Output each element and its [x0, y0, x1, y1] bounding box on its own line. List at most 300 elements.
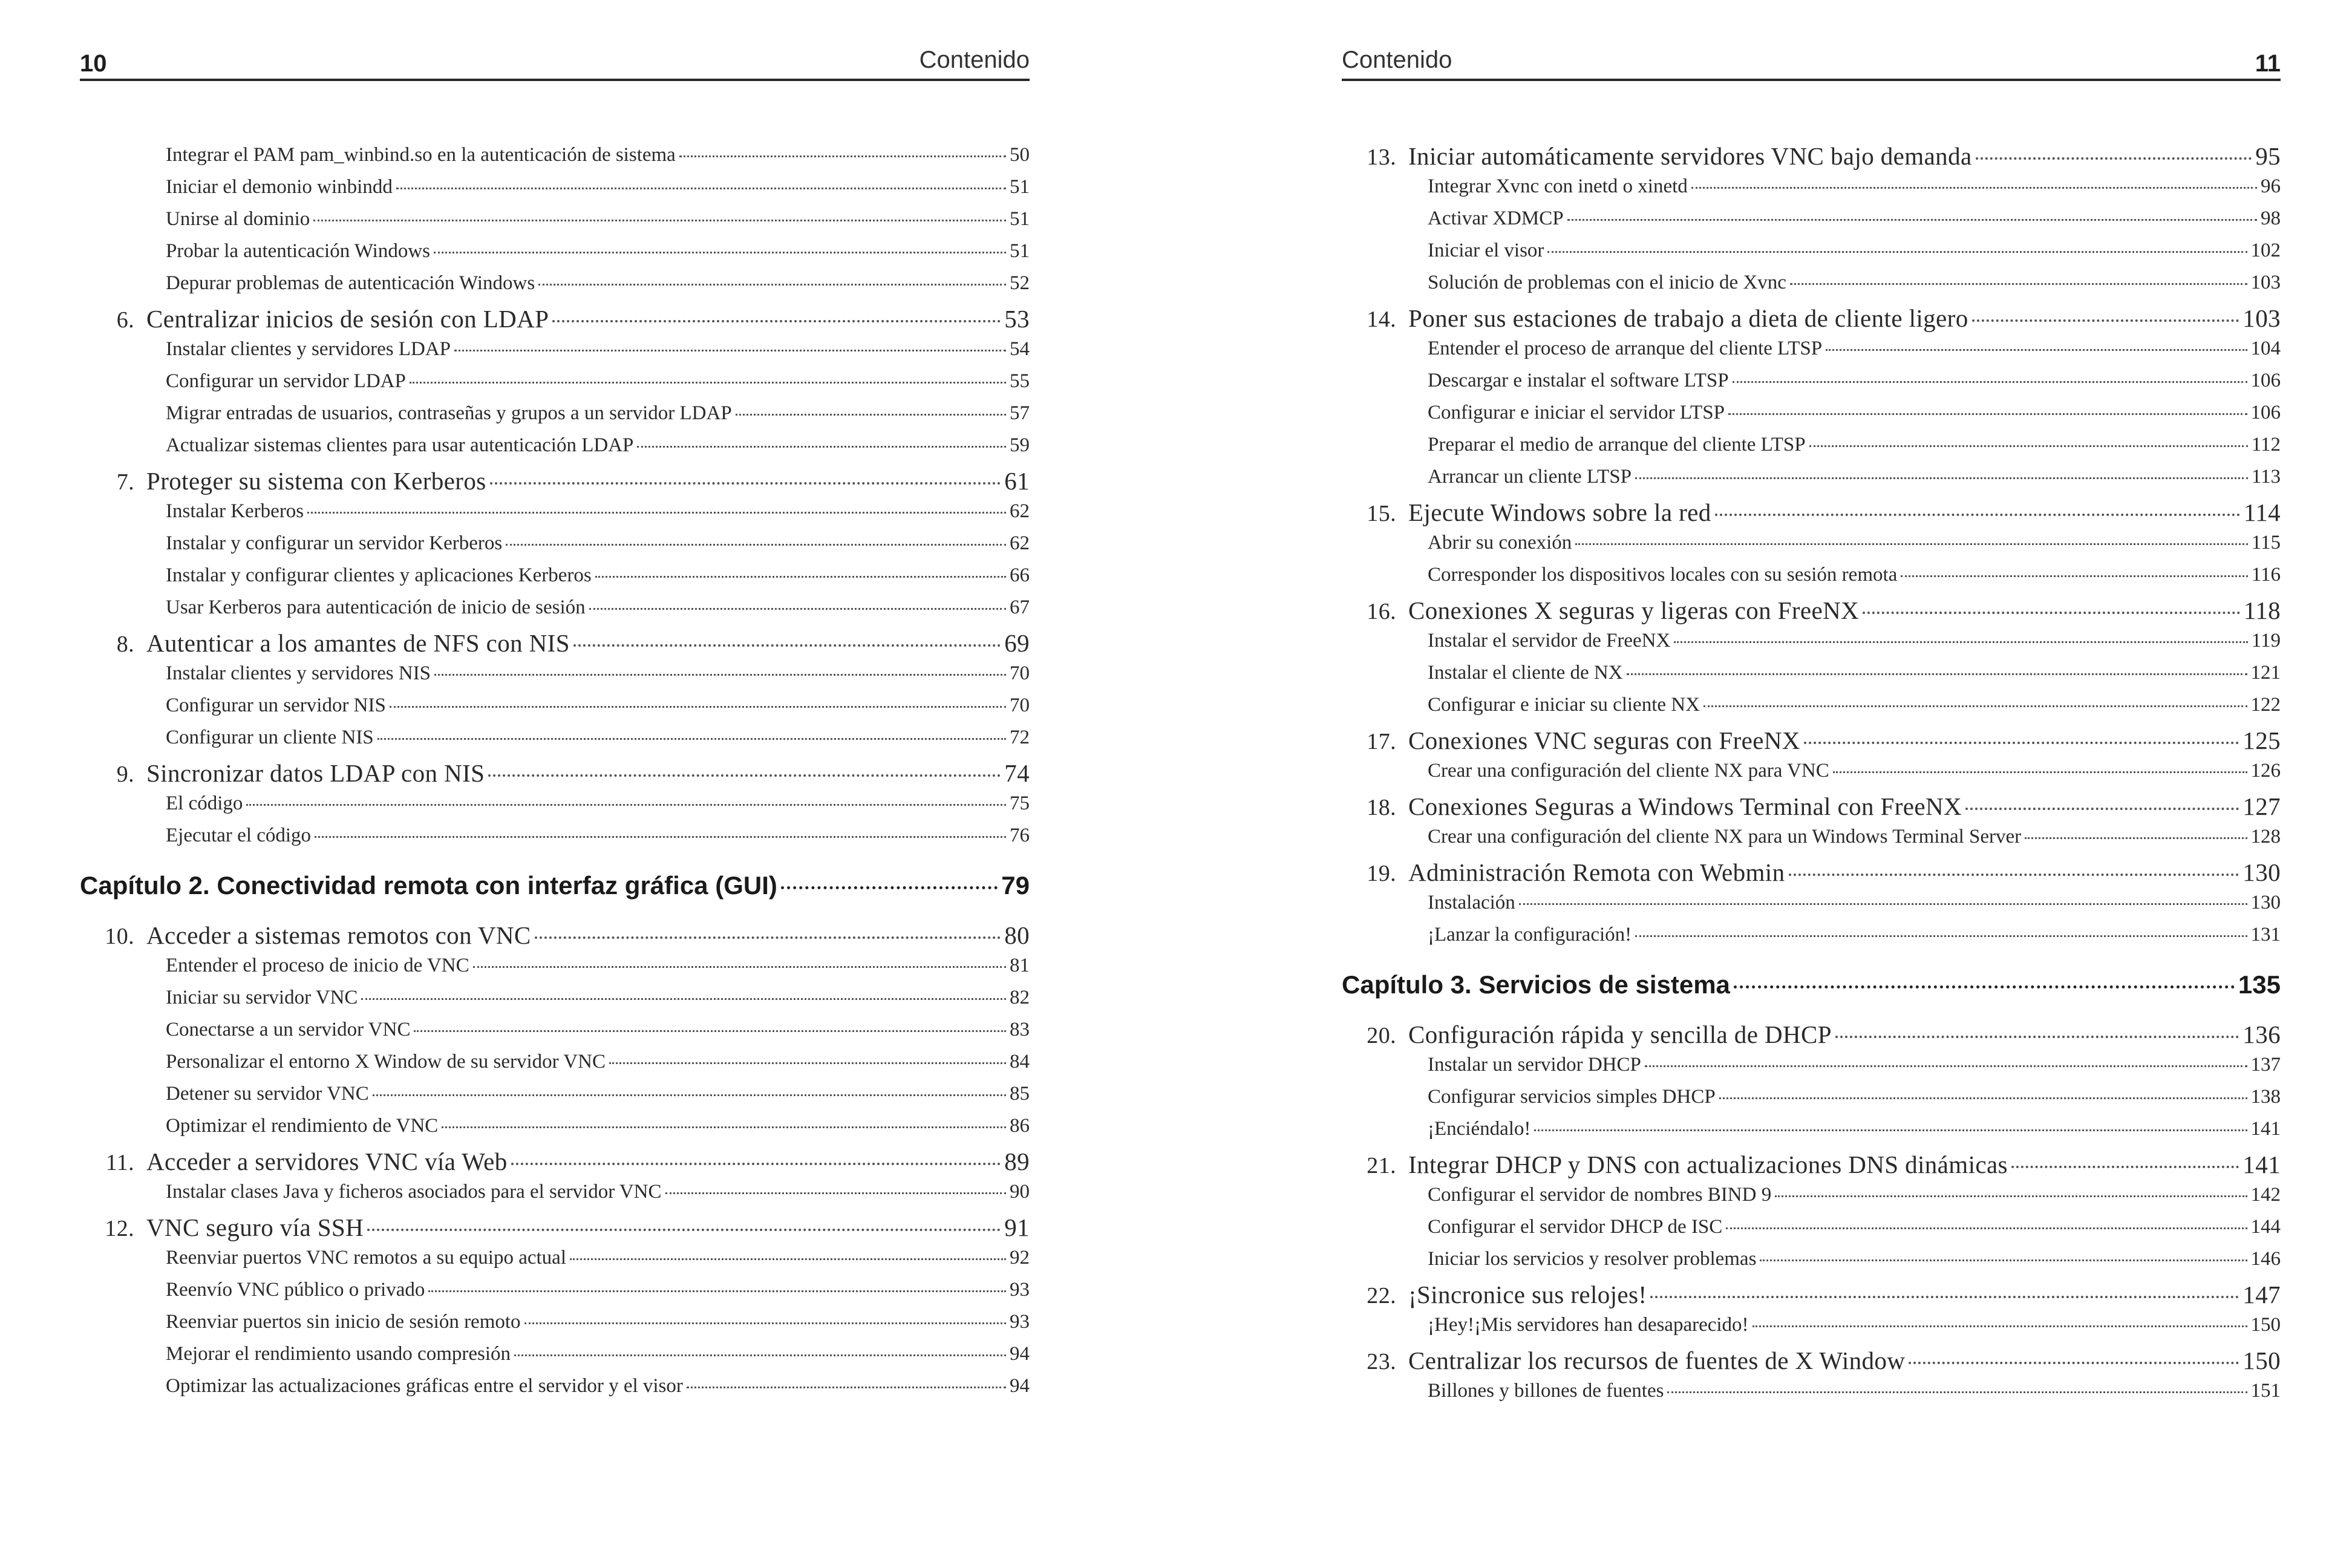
entry-page-number: 90 — [1010, 1181, 1030, 1203]
entry-title: Ejecute Windows sobre la red — [1408, 498, 1711, 526]
entry-page-number: 84 — [1010, 1051, 1030, 1073]
entry-page-number: 150 — [2250, 1314, 2281, 1336]
toc-subsection — [1342, 630, 2281, 662]
entry-page-number: 92 — [1010, 1247, 1030, 1269]
toc-subsection — [80, 176, 1030, 208]
entry-page-number: 118 — [2243, 596, 2281, 624]
dot-leader — [1835, 1036, 2239, 1038]
dot-leader — [1726, 1227, 2247, 1229]
entry-title: Reenviar puertos VNC remotos a su equipo actual — [166, 1247, 566, 1269]
section-number: 23. — [1367, 1349, 1396, 1374]
dot-leader — [396, 188, 1006, 189]
dot-leader — [1575, 543, 2247, 545]
entry-page-number: 125 — [2243, 727, 2281, 754]
dot-leader — [589, 608, 1006, 610]
entry-title: Instalar clientes y servidores LDAP — [166, 338, 451, 360]
toc-subsection — [1342, 466, 2281, 498]
entry-page-number: 130 — [2250, 892, 2281, 913]
dot-leader — [1674, 641, 2247, 643]
dot-leader — [1635, 935, 2247, 937]
dot-leader — [514, 1354, 1006, 1356]
toc-subsection — [1342, 564, 2281, 596]
toc-section — [80, 466, 1030, 500]
entry-title: Iniciar el visor — [1428, 240, 1544, 261]
entry-title: Detener su servidor VNC — [166, 1083, 369, 1105]
dot-leader — [1534, 1129, 2247, 1131]
entry-title: Instalar y configurar clientes y aplicaciones Kerberos — [166, 564, 592, 586]
dot-leader — [665, 1192, 1006, 1194]
entry-page-number: 103 — [2243, 304, 2281, 332]
dot-leader — [1804, 742, 2239, 744]
dot-leader — [1790, 283, 2247, 285]
dot-leader — [373, 1094, 1006, 1096]
entry-title: Instalar Kerberos — [166, 500, 304, 522]
toc-subsection — [80, 1311, 1030, 1343]
entry-title: Optimizar el rendimiento de VNC — [166, 1115, 439, 1137]
entry-page-number: 61 — [1004, 467, 1030, 495]
entry-page-number: 52 — [1010, 272, 1030, 294]
entry-page-number: 55 — [1010, 370, 1030, 392]
toc-subsection — [80, 1181, 1030, 1213]
toc-subsection — [80, 1083, 1030, 1115]
entry-title: Iniciar automáticamente servidores VNC bajo demanda — [1408, 142, 1972, 170]
dot-leader — [1719, 1097, 2247, 1099]
toc-subsection — [80, 596, 1030, 629]
entry-title: Capítulo 3. Servicios de sistema — [1342, 970, 1730, 999]
entry-page-number: 106 — [2250, 402, 2281, 423]
entry-page-number: 106 — [2250, 370, 2281, 391]
entry-title: ¡Hey!¡Mis servidores han desaparecido! — [1428, 1314, 1749, 1336]
entry-page-number: 93 — [1010, 1311, 1030, 1333]
entry-page-number: 51 — [1010, 176, 1030, 198]
toc-section — [1342, 304, 2281, 338]
entry-page-number: 112 — [2251, 434, 2281, 456]
toc-subsection — [80, 1343, 1030, 1375]
section-number: 11. — [105, 1150, 134, 1175]
entry-page-number: 67 — [1010, 596, 1030, 618]
section-number: 21. — [1367, 1153, 1396, 1178]
toc-section — [1342, 1150, 2281, 1184]
entry-page-number: 114 — [2243, 498, 2281, 526]
dot-leader — [1789, 874, 2239, 876]
toc-subsection — [1342, 338, 2281, 370]
toc-subsection — [80, 434, 1030, 466]
toc-subsection — [80, 694, 1030, 727]
entry-page-number: 62 — [1010, 500, 1030, 522]
entry-title: Configurar e iniciar su cliente NX — [1428, 694, 1700, 716]
dot-leader — [679, 155, 1006, 157]
dot-leader — [1691, 187, 2257, 189]
dot-leader — [552, 320, 1001, 322]
entry-page-number: 115 — [2251, 532, 2281, 554]
dot-leader — [1976, 157, 2252, 160]
entry-title: Capítulo 2. Conectividad remota con interfaz gráfica (GUI) — [80, 871, 777, 900]
entry-title: Iniciar los servicios y resolver problemas — [1428, 1248, 1757, 1270]
dot-leader — [1809, 445, 2248, 447]
entry-title: Poner sus estaciones de trabajo a dieta de cliente ligero — [1408, 304, 1968, 332]
toc-section — [80, 1147, 1030, 1181]
entry-title: Integrar el PAM pam_winbind.so en la autenticación de sistema — [166, 144, 676, 166]
entry-page-number: 89 — [1004, 1148, 1030, 1175]
entry-title: Probar la autenticación Windows — [166, 240, 431, 262]
entry-title: ¡Enciéndalo! — [1428, 1118, 1531, 1140]
entry-title: Centralizar los recursos de fuentes de X Window — [1408, 1347, 1906, 1374]
entry-page-number: 62 — [1010, 532, 1030, 554]
entry-title: Ejecutar el código — [166, 825, 312, 846]
entry-title: Instalar y configurar un servidor Kerberos — [166, 532, 503, 554]
toc-section — [1342, 498, 2281, 532]
entry-title: Configurar un servidor LDAP — [166, 370, 406, 392]
toc-section — [1342, 596, 2281, 630]
entry-page-number: 141 — [2250, 1118, 2281, 1140]
entry-page-number: 76 — [1010, 825, 1030, 846]
toc-subsection — [80, 144, 1030, 176]
toc-subsection — [80, 987, 1030, 1019]
toc-subsection — [1342, 240, 2281, 272]
section-number: 9. — [116, 762, 134, 787]
entry-page-number: 119 — [2251, 630, 2281, 652]
toc-subsection — [1342, 826, 2281, 858]
entry-title: Descargar e instalar el software LTSP — [1428, 370, 1729, 391]
entry-title: Acceder a sistemas remotos con VNC — [146, 921, 531, 949]
toc-subsection — [1342, 175, 2281, 207]
entry-page-number: 135 — [2238, 970, 2281, 999]
entry-title: Acceder a servidores VNC vía Web — [146, 1148, 508, 1175]
toc-subsection — [1342, 402, 2281, 434]
toc-subsection — [1342, 1248, 2281, 1280]
entry-page-number: 136 — [2243, 1021, 2281, 1048]
toc-subsection — [1342, 272, 2281, 304]
toc-subsection — [80, 1051, 1030, 1083]
toc-subsection — [1342, 1314, 2281, 1346]
entry-title: Depurar problemas de autenticación Windows — [166, 272, 535, 294]
dot-leader — [246, 804, 1006, 806]
entry-page-number: 72 — [1010, 727, 1030, 748]
section-number: 12. — [105, 1216, 134, 1241]
dot-leader — [434, 252, 1006, 253]
toc-subsection — [80, 1115, 1030, 1147]
entry-title: Configurar el servidor DHCP de ISC — [1428, 1216, 1723, 1238]
toc-subsection — [1342, 892, 2281, 924]
entry-page-number: 141 — [2243, 1151, 2281, 1178]
toc-subsection — [1342, 760, 2281, 792]
entry-page-number: 70 — [1010, 694, 1030, 716]
entry-page-number: 70 — [1010, 662, 1030, 684]
entry-page-number: 53 — [1004, 305, 1030, 333]
toc-subsection — [1342, 924, 2281, 956]
toc-subsection — [1342, 1086, 2281, 1118]
section-number: 19. — [1367, 861, 1396, 886]
entry-title: Configurar e iniciar el servidor LTSP — [1428, 402, 1725, 423]
toc-section — [1342, 858, 2281, 892]
entry-page-number: 150 — [2243, 1347, 2281, 1374]
entry-title: Optimizar las actualizaciones gráficas entre el servidor y el visor — [166, 1375, 683, 1397]
toc-section — [80, 921, 1030, 955]
toc-subsection — [80, 792, 1030, 825]
left-page — [80, 0, 1030, 1568]
entry-title: Sincronizar datos LDAP con NIS — [146, 759, 485, 787]
dot-leader — [609, 1062, 1006, 1064]
dot-leader — [313, 220, 1006, 221]
left-page-header — [80, 30, 1030, 81]
entry-title: ¡Sincronice sus relojes! — [1408, 1281, 1647, 1308]
entry-page-number: 94 — [1010, 1343, 1030, 1365]
dot-leader — [736, 414, 1006, 416]
entry-page-number: 122 — [2250, 694, 2281, 716]
entry-title: Crear una configuración del cliente NX para un Windows Terminal Server — [1428, 826, 2022, 848]
dot-leader — [1833, 771, 2247, 773]
dot-leader — [1734, 985, 2235, 988]
toc-chapter — [80, 871, 1030, 912]
toc-subsection — [1342, 1054, 2281, 1086]
dot-leader — [488, 774, 1001, 777]
entry-page-number: 54 — [1010, 338, 1030, 360]
entry-page-number: 151 — [2250, 1380, 2281, 1402]
entry-page-number: 144 — [2250, 1216, 2281, 1238]
entry-title: Conexiones Seguras a Windows Terminal con FreeNX — [1408, 792, 1962, 820]
entry-title: Configuración rápida y sencilla de DHCP — [1408, 1021, 1832, 1048]
section-number: 6. — [116, 307, 134, 333]
dot-leader — [506, 544, 1006, 546]
toc-subsection — [80, 370, 1030, 402]
toc-section — [1342, 726, 2281, 760]
entry-page-number: 96 — [2261, 175, 2281, 197]
entry-title: El código — [166, 792, 243, 814]
entry-title: Abrir su conexión — [1428, 532, 1572, 554]
entry-page-number: 137 — [2250, 1054, 2281, 1076]
dot-leader — [524, 1322, 1006, 1324]
page-number: 11 — [2255, 50, 2281, 77]
toc-subsection — [80, 240, 1030, 272]
entry-page-number: 116 — [2251, 564, 2281, 586]
page-number: 10 — [80, 50, 107, 77]
dot-leader — [2025, 837, 2247, 839]
toc-section — [80, 629, 1030, 662]
dot-leader — [687, 1387, 1006, 1388]
toc-subsection — [80, 955, 1030, 987]
dot-leader — [1760, 1259, 2247, 1261]
dot-leader — [1965, 808, 2239, 810]
section-number: 22. — [1367, 1283, 1396, 1308]
dot-leader — [573, 644, 1001, 647]
entry-title: Instalación — [1428, 892, 1515, 913]
toc-subsection — [80, 532, 1030, 564]
toc-subsection — [1342, 207, 2281, 240]
toc-subsection — [80, 272, 1030, 304]
dot-leader — [454, 350, 1006, 351]
toc-section — [80, 1213, 1030, 1247]
dot-leader — [442, 1126, 1006, 1128]
entry-page-number: 127 — [2243, 792, 2281, 820]
entry-title: Administración Remota con Webmin — [1408, 858, 1785, 886]
toc-subsection — [1342, 1118, 2281, 1150]
right-page — [1342, 0, 2281, 1568]
toc-subsection — [80, 1375, 1030, 1407]
entry-page-number: 98 — [2261, 207, 2281, 229]
dot-leader — [377, 738, 1006, 740]
running-title: Contenido — [1342, 47, 1452, 73]
entry-title: Configurar un cliente NIS — [166, 727, 374, 748]
entry-title: Personalizar el entorno X Window de su servidor VNC — [166, 1051, 606, 1073]
entry-page-number: 85 — [1010, 1083, 1030, 1105]
entry-title: Mejorar el rendimiento usando compresión — [166, 1343, 511, 1365]
dot-leader — [1972, 319, 2239, 322]
toc-section — [1342, 1346, 2281, 1380]
entry-title: Instalar clases Java y ficheros asociados para el servidor VNC — [166, 1181, 662, 1203]
entry-title: Reenviar puertos sin inicio de sesión remoto — [166, 1311, 521, 1333]
toc-subsection — [80, 662, 1030, 694]
entry-page-number: 79 — [1001, 871, 1030, 900]
dot-leader — [535, 936, 1001, 939]
entry-title: Conexiones X seguras y ligeras con FreeNX — [1408, 596, 1860, 624]
toc-subsection — [80, 564, 1030, 596]
dot-leader — [414, 1030, 1006, 1032]
entry-page-number: 59 — [1010, 434, 1030, 456]
section-number: 15. — [1367, 501, 1396, 526]
entry-page-number: 130 — [2243, 858, 2281, 886]
dot-leader — [473, 966, 1006, 968]
toc-subsection — [80, 208, 1030, 240]
dot-leader — [1733, 381, 2247, 383]
dot-leader — [538, 284, 1006, 286]
dot-leader — [307, 512, 1006, 514]
entry-page-number: 75 — [1010, 792, 1030, 814]
dot-leader — [1667, 1391, 2247, 1393]
toc-subsection — [80, 1019, 1030, 1051]
entry-title: Actualizar sistemas clientes para usar autenticación LDAP — [166, 434, 634, 456]
entry-page-number: 91 — [1004, 1214, 1030, 1241]
entry-page-number: 74 — [1004, 759, 1030, 787]
entry-page-number: 51 — [1010, 240, 1030, 262]
dot-leader — [781, 886, 998, 889]
section-number: 14. — [1367, 307, 1396, 332]
toc-list — [1342, 142, 2281, 1412]
toc-subsection — [1342, 694, 2281, 726]
entry-page-number: 121 — [2250, 662, 2281, 684]
dot-leader — [367, 1229, 1001, 1231]
entry-title: Integrar Xvnc con inetd o xinetd — [1428, 175, 1688, 197]
dot-leader — [511, 1163, 1001, 1165]
entry-page-number: 147 — [2243, 1281, 2281, 1308]
entry-title: Activar XDMCP — [1428, 207, 1564, 229]
dot-leader — [1863, 612, 2240, 614]
toc-section — [1342, 1020, 2281, 1054]
entry-page-number: 83 — [1010, 1019, 1030, 1040]
entry-page-number: 142 — [2250, 1184, 2281, 1206]
dot-leader — [1704, 705, 2247, 707]
entry-title: Preparar el medio de arranque del cliente LTSP — [1428, 434, 1806, 456]
entry-page-number: 126 — [2250, 760, 2281, 782]
entry-title: Proteger su sistema con Kerberos — [146, 467, 486, 495]
dot-leader — [1901, 575, 2247, 577]
entry-page-number: 95 — [2255, 142, 2281, 170]
entry-page-number: 57 — [1010, 402, 1030, 424]
toc-subsection — [1342, 1184, 2281, 1216]
toc-subsection — [80, 727, 1030, 759]
dot-leader — [1826, 349, 2247, 351]
dot-leader — [428, 1290, 1006, 1292]
section-number: 13. — [1367, 145, 1396, 170]
entry-title: Instalar un servidor DHCP — [1428, 1054, 1641, 1076]
toc-subsection — [1342, 1380, 2281, 1412]
section-number: 18. — [1367, 795, 1396, 820]
toc-subsection — [1342, 434, 2281, 466]
entry-title: Integrar DHCP y DNS con actualizaciones DNS dinámicas — [1408, 1151, 2008, 1178]
entry-page-number: 81 — [1010, 955, 1030, 976]
entry-page-number: 51 — [1010, 208, 1030, 230]
toc-subsection — [1342, 370, 2281, 402]
right-page-header — [1342, 30, 2281, 81]
entry-title: Billones y billones de fuentes — [1428, 1380, 1664, 1402]
entry-title: Solución de problemas con el inicio de Xvnc — [1428, 272, 1786, 293]
entry-title: Unirse al dominio — [166, 208, 310, 230]
toc-list — [80, 144, 1030, 1407]
dot-leader — [490, 482, 1001, 485]
dot-leader — [410, 382, 1006, 384]
entry-page-number: 94 — [1010, 1375, 1030, 1397]
entry-page-number: 103 — [2250, 272, 2281, 293]
entry-title: VNC seguro vía SSH — [146, 1214, 364, 1241]
dot-leader — [1715, 514, 2240, 516]
entry-title: Instalar el servidor de FreeNX — [1428, 630, 1671, 652]
entry-page-number: 82 — [1010, 987, 1030, 1008]
dot-leader — [1645, 1065, 2247, 1067]
entry-page-number: 50 — [1010, 144, 1030, 166]
entry-page-number: 113 — [2251, 466, 2281, 488]
entry-title: Instalar el cliente de NX — [1428, 662, 1623, 684]
entry-title: Reenvío VNC público o privado — [166, 1279, 425, 1301]
entry-title: Entender el proceso de inicio de VNC — [166, 955, 469, 976]
entry-title: Arrancar un cliente LTSP — [1428, 466, 1632, 488]
dot-leader — [2011, 1166, 2239, 1168]
entry-title: Usar Kerberos para autenticación de inicio de sesión — [166, 596, 586, 618]
toc-section — [80, 759, 1030, 792]
entry-title: Migrar entradas de usuarios, contraseñas y grupos a un servidor LDAP — [166, 402, 732, 424]
dot-leader — [434, 674, 1006, 676]
dot-leader — [1635, 477, 2248, 479]
section-number: 20. — [1367, 1023, 1396, 1048]
entry-title: ¡Lanzar la configuración! — [1428, 924, 1632, 946]
entry-title: Conectarse a un servidor VNC — [166, 1019, 411, 1040]
section-number: 7. — [116, 469, 134, 495]
entry-title: Centralizar inicios de sesión con LDAP — [146, 305, 549, 333]
toc-section — [80, 304, 1030, 338]
toc-subsection — [1342, 1216, 2281, 1248]
entry-title: Entender el proceso de arranque del cliente LTSP — [1428, 338, 1823, 359]
dot-leader — [595, 576, 1006, 578]
dot-leader — [1775, 1195, 2247, 1197]
toc-subsection — [80, 1279, 1030, 1311]
section-number: 8. — [116, 632, 134, 657]
dot-leader — [1909, 1362, 2239, 1364]
toc-subsection — [1342, 662, 2281, 694]
toc-section — [1342, 1280, 2281, 1314]
toc-section — [1342, 792, 2281, 826]
entry-page-number: 80 — [1004, 921, 1030, 949]
entry-title: Instalar clientes y servidores NIS — [166, 662, 431, 684]
toc-subsection — [80, 338, 1030, 370]
entry-title: Conexiones VNC seguras con FreeNX — [1408, 727, 1800, 754]
toc-subsection — [1342, 532, 2281, 564]
dot-leader — [1627, 673, 2247, 675]
entry-page-number: 66 — [1010, 564, 1030, 586]
entry-page-number: 69 — [1004, 629, 1030, 657]
entry-title: Corresponder los dispositivos locales con su sesión remota — [1428, 564, 1898, 586]
dot-leader — [1753, 1325, 2247, 1327]
entry-title: Configurar un servidor NIS — [166, 694, 386, 716]
toc-subsection — [80, 825, 1030, 857]
entry-title: Crear una configuración del cliente NX para VNC — [1428, 760, 1829, 782]
